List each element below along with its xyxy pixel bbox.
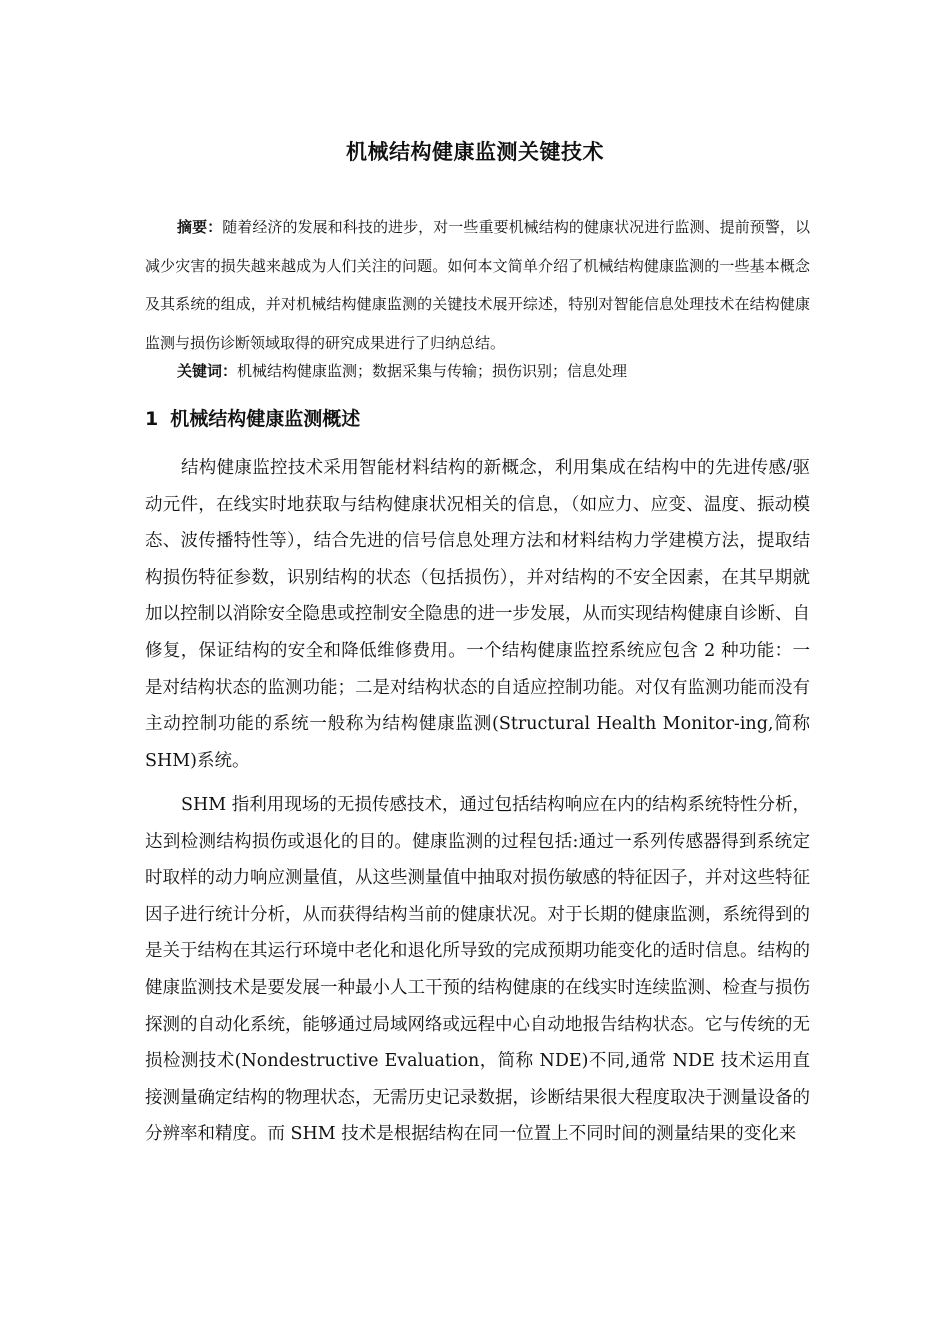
keywords-label: 关键词： [177,362,238,380]
abstract-label: 摘要： [177,218,223,236]
abstract [145,208,810,362]
keywords-text: 机械结构健康监测；数据采集与传输；损伤识别；信息处理 [237,362,628,380]
section-title: 机械结构健康监测概述 [170,408,361,430]
body-paragraph: SHM 指利用现场的无损传感技术，通过包括结构响应在内的结构系统特性分析，达到检测结构损伤或退化的目的。健康监测的过程包括:通过一系列传感器得到系统定时取样的动力响应测量值，从这些测量值中抽取对损伤敏感的特征因子，并对这些特征因子进行统计分析，从而获得结构当前的健康状况。对于长期的健康监测，系统得到的是关于结构在其运行环境中老化和退化所导致的完成预期功能变化的适时信息。结构的健康监测技术是要发展一种最小人工干预的结构健康的在线实时连续监测、检查与损伤探测的自动化系统，能够通过局域网络或远程中心自动地报告结构状态。它与传统的无损检测技术(Nondestructive Evaluation，简称 NDE)不同,通常 NDE 技术运用直接测量确定结构的物理状态，无需历史记录数据，诊断结果很大程度取决于测量设备的分辨率和精度。而 SHM 技术是根据结构在同一位置上不同时间的测量结果的变化来 [145,795,810,1145]
body-paragraph: 结构健康监控技术采用智能材料结构的新概念，利用集成在结构中的先进传感/驱动元件，在线实时地获取与结构健康状况相关的信息，（如应力、应变、温度、振动模态、波传播特性等），结合先进的信号信息处理方法和材料结构力学建模方法，提取结构损伤特征参数，识别结构的状态（包括损伤），并对结构的不安全因素，在其早期就加以控制以消除安全隐患或控制安全隐患的进一步发展，从而实现结构健康自诊断、自修复，保证结构的安全和降低维修费用。一个结构健康监控系统应包含 2 种功能：一是对结构状态的监测功能；二是对结构状态的自适应控制功能。对仅有监测功能而没有主动控制功能的系统一般称为结构健康监测(Structural Health Monitor-ing,简称 SHM)系统。 [145,458,810,771]
section-heading [145,405,360,433]
document-title: 机械结构健康监测关键技术 [346,140,604,164]
abstract-text: 随着经济的发展和科技的进步，对一些重要机械结构的健康状况进行监测、提前预警，以减少灾害的损失越来越成为人们关注的问题。如何本文简单介绍了机械结构健康监测的一些基本概念及其系统的组成，并对机械结构健康监测的关键技术展开综述，特别对智能信息处理技术在结构健康监测与损伤诊断领域取得的研究成果进行了归纳总结。 [145,218,810,352]
section-number: 1 [145,408,159,430]
keywords [177,358,627,384]
